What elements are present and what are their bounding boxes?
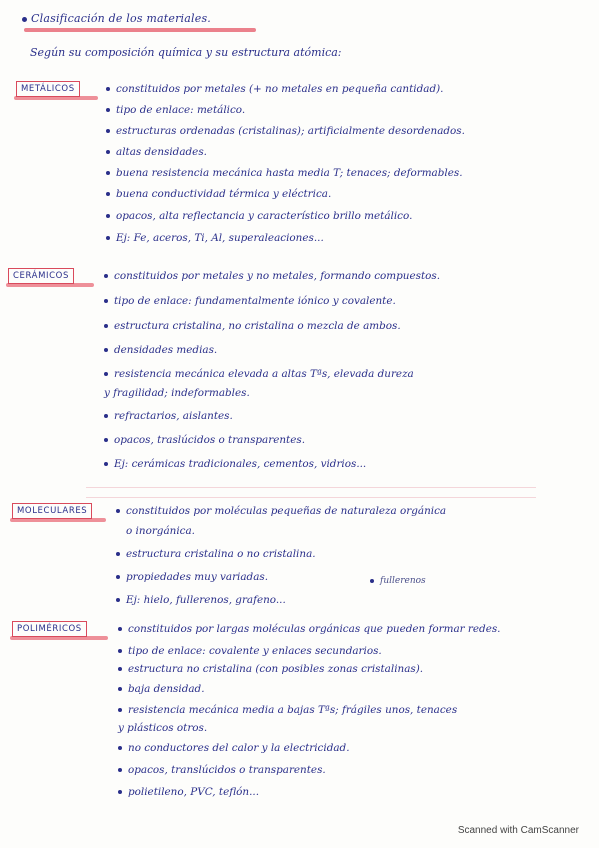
title-highlight: [24, 28, 256, 32]
bullet-icon: [116, 598, 120, 602]
bullet-icon: [22, 17, 27, 22]
bullet-icon: [106, 87, 110, 91]
bullet-icon: [104, 324, 108, 328]
list-item-continuation: y plásticos otros.: [118, 722, 208, 734]
list-item: refractarios, aislantes.: [104, 410, 233, 422]
bullet-icon: [106, 192, 110, 196]
list-item: opacos, translúcidos o transparentes.: [118, 764, 326, 776]
section-label-metalicos: METÁLICOS: [16, 81, 80, 97]
list-item: opacos, traslúcidos o transparentes.: [104, 434, 305, 446]
bullet-icon: [106, 171, 110, 175]
bullet-icon: [118, 687, 122, 691]
intro-text: Según su composición química y su estructura atómica:: [30, 46, 342, 59]
bullet-icon: [118, 768, 122, 772]
bullet-icon: [104, 372, 108, 376]
bullet-icon: [104, 348, 108, 352]
list-item: buena conductividad térmica y eléctrica.: [106, 188, 331, 200]
list-item-continuation: y fragilidad; indeformables.: [104, 387, 250, 399]
list-item: Ej: hielo, fullerenos, grafeno...: [116, 594, 286, 606]
list-item: tipo de enlace: fundamentalmente iónico y covalente.: [104, 295, 396, 307]
bullet-icon: [104, 299, 108, 303]
list-item: estructuras ordenadas (cristalinas); artificialmente desordenados.: [106, 125, 465, 137]
bullet-icon: [106, 214, 110, 218]
bullet-icon: [118, 746, 122, 750]
list-item: resistencia mecánica media a bajas Tªs; frágiles unos, tenaces: [118, 704, 457, 716]
list-item: estructura cristalina o no cristalina.: [116, 548, 316, 560]
list-item: baja densidad.: [118, 683, 205, 695]
list-item: constituidos por metales y no metales, formando compuestos.: [104, 270, 440, 282]
list-item: densidades medias.: [104, 344, 217, 356]
list-item: altas densidades.: [106, 146, 207, 158]
list-item: Ej: cerámicas tradicionales, cementos, vidrios...: [104, 458, 366, 470]
bullet-icon: [116, 552, 120, 556]
bullet-icon: [118, 627, 122, 631]
list-item-continuation: o inorgánica.: [126, 525, 195, 537]
bullet-icon: [116, 575, 120, 579]
bullet-icon: [116, 509, 120, 513]
list-item: estructura no cristalina (con posibles zonas cristalinas).: [118, 663, 423, 675]
list-item: polietileno, PVC, teflón...: [118, 786, 259, 798]
bullet-icon: [118, 667, 122, 671]
bullet-icon: [104, 462, 108, 466]
list-item: opacos, alta reflectancia y característico brillo metálico.: [106, 210, 412, 222]
bullet-icon: [106, 236, 110, 240]
list-item: constituidos por largas moléculas orgánicas que pueden formar redes.: [118, 623, 500, 635]
bullet-icon: [104, 274, 108, 278]
section-label-ceramicos: CERÁMICOS: [8, 268, 74, 284]
scanner-watermark: Scanned with CamScanner: [457, 825, 579, 836]
bullet-icon: [106, 129, 110, 133]
bullet-icon: [104, 414, 108, 418]
list-item: tipo de enlace: covalente y enlaces secundarios.: [118, 645, 382, 657]
list-item: constituidos por metales (+ no metales en pequeña cantidad).: [106, 83, 443, 95]
bleed-through-line: [86, 497, 536, 498]
bullet-icon: [370, 579, 374, 583]
bullet-icon: [118, 649, 122, 653]
section-label-moleculares: MOLECULARES: [12, 503, 92, 519]
bullet-icon: [118, 708, 122, 712]
list-item: Ej: Fe, aceros, Ti, Al, superaleaciones...: [106, 232, 324, 244]
list-item: tipo de enlace: metálico.: [106, 104, 245, 116]
title-text: Clasificación de los materiales.: [31, 12, 211, 25]
bullet-icon: [104, 438, 108, 442]
bullet-icon: [106, 150, 110, 154]
page-title: [22, 12, 211, 25]
list-item: estructura cristalina, no cristalina o mezcla de ambos.: [104, 320, 401, 332]
list-item: constituidos por moléculas pequeñas de naturaleza orgánica: [116, 505, 446, 517]
section-label-polimericos: POLIMÉRICOS: [12, 621, 87, 637]
margin-note: fullerenos: [370, 576, 426, 586]
list-item: resistencia mecánica elevada a altas Tªs, elevada dureza: [104, 368, 414, 380]
list-item: buena resistencia mecánica hasta media T; tenaces; deformables.: [106, 167, 463, 179]
bullet-icon: [106, 108, 110, 112]
bullet-icon: [118, 790, 122, 794]
list-item: no conductores del calor y la electricidad.: [118, 742, 350, 754]
bleed-through-line: [86, 487, 536, 488]
list-item: propiedades muy variadas.: [116, 571, 268, 583]
